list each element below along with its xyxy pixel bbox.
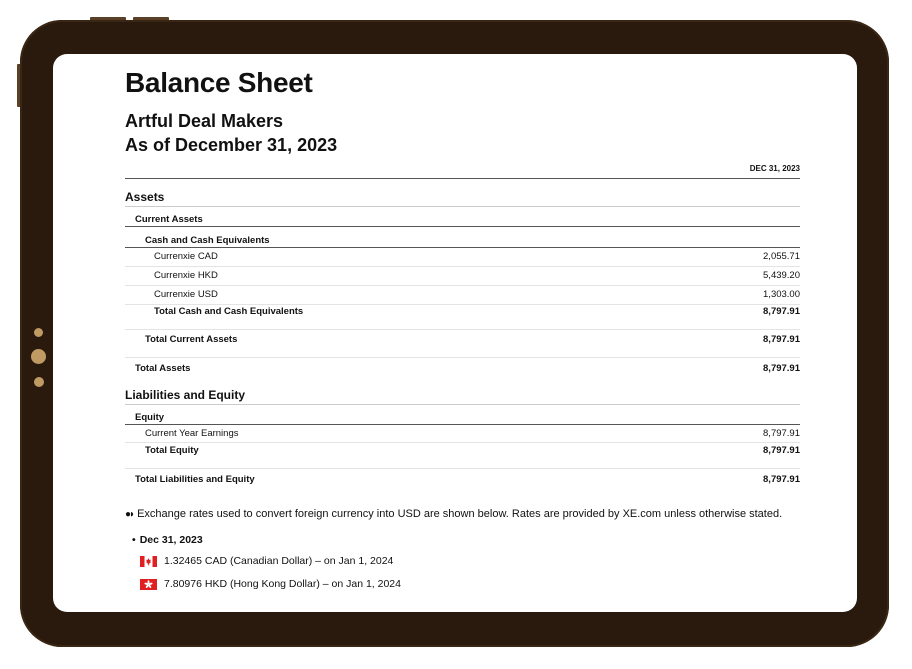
note-text: Exchange rates used to convert foreign currency into USD are shown below. Rates are provided by XE.com unless otherwise stated. (137, 508, 783, 520)
table-row[interactable] (125, 286, 800, 305)
rate-text: 7.80976 HKD (Hong Kong Dollar) – on Jan 1, 2024 (164, 578, 401, 590)
total-value: 8,797.91 (763, 306, 800, 317)
rates-date (125, 534, 800, 546)
rate-text: 1.32465 CAD (Canadian Dollar) – on Jan 1, 2024 (164, 555, 394, 567)
rate-item (125, 555, 800, 567)
cash-group-title: Cash and Cash Equivalents (125, 235, 800, 248)
camera-lens (31, 349, 46, 364)
total-value: 8,797.91 (763, 334, 800, 345)
total-label: Total Current Assets (145, 334, 238, 345)
total-value: 8,797.91 (763, 445, 800, 456)
rate-item (125, 578, 800, 590)
row-value: 1,303.00 (763, 289, 800, 300)
tablet-screen (53, 54, 857, 612)
total-row (125, 305, 800, 319)
row-label[interactable]: Currenxie CAD (154, 251, 218, 262)
row-value: 8,797.91 (763, 428, 800, 439)
sensor-dot (34, 328, 43, 337)
balance-sheet-document (125, 64, 800, 590)
total-label: Total Equity (145, 445, 199, 456)
exchange-rate-note (125, 507, 800, 522)
total-row (125, 333, 800, 347)
total-value: 8,797.91 (763, 363, 800, 374)
row-value: 5,439.20 (763, 270, 800, 281)
canada-flag-icon (140, 556, 157, 567)
table-row[interactable] (125, 425, 800, 443)
toggle-icon[interactable]: ●◗ (125, 509, 134, 520)
table-row[interactable] (125, 248, 800, 267)
bullet-icon: • (132, 534, 136, 546)
total-label: Total Cash and Cash Equivalents (154, 306, 304, 317)
hong-kong-flag-icon (140, 579, 157, 590)
spacer (125, 347, 800, 358)
organization-name: Artful Deal Makers (125, 111, 284, 131)
total-row (125, 473, 800, 487)
total-label: Total Liabilities and Equity (135, 474, 255, 485)
spacer (125, 458, 800, 469)
row-label[interactable]: Current Year Earnings (145, 428, 239, 439)
column-header: DEC 31, 2023 (125, 164, 800, 179)
total-row (125, 362, 800, 376)
total-row (125, 444, 800, 458)
table-row[interactable] (125, 267, 800, 286)
total-label: Total Assets (135, 363, 191, 374)
spacer (125, 319, 800, 330)
current-assets-title: Current Assets (125, 214, 800, 227)
rates-date-label: Dec 31, 2023 (139, 534, 203, 546)
sensor-dot (34, 377, 44, 387)
assets-section-title: Assets (125, 190, 800, 207)
report-title: Balance Sheet (125, 67, 313, 98)
row-value: 2,055.71 (763, 251, 800, 262)
equity-title: Equity (125, 412, 800, 425)
row-label[interactable]: Currenxie USD (154, 289, 218, 300)
liabilities-equity-section-title: Liabilities and Equity (125, 388, 800, 405)
report-date: As of December 31, 2023 (125, 135, 338, 155)
row-label[interactable]: Currenxie HKD (154, 270, 218, 281)
total-value: 8,797.91 (763, 474, 800, 485)
